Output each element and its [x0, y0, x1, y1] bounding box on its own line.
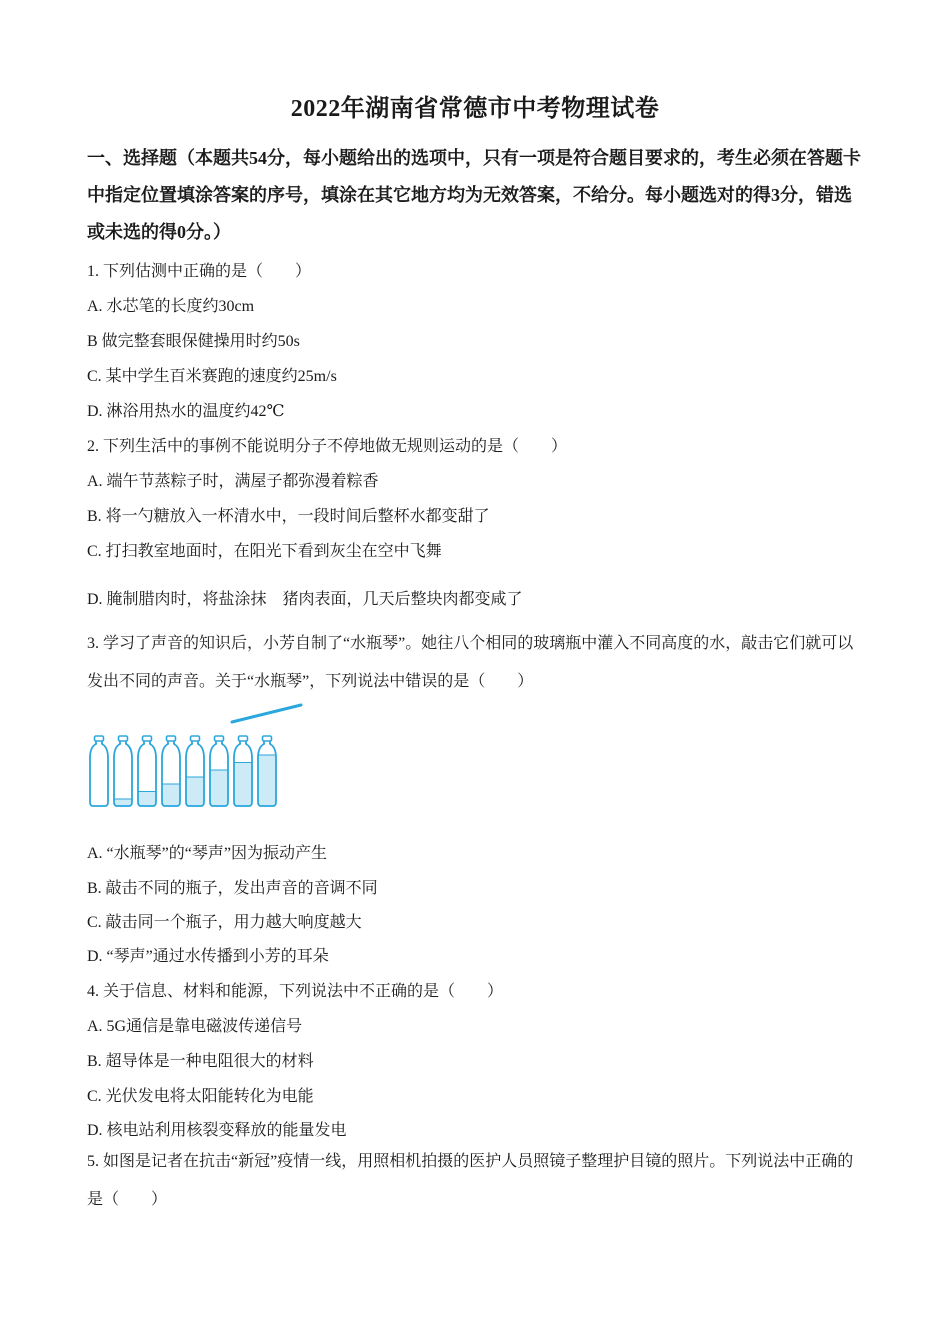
question-2-option-a: A. 端午节蒸粽子时，满屋子都弥漫着粽香	[87, 473, 379, 490]
question-4-option-a: A. 5G通信是靠电磁波传递信号	[87, 1018, 303, 1035]
question-3-option-b: B. 敲击不同的瓶子，发出声音的音调不同	[87, 880, 378, 897]
glass-bottle-2	[114, 740, 132, 806]
bottle-mouth-4	[167, 736, 176, 741]
question-4-option-b: B. 超导体是一种电阻很大的材料	[87, 1053, 314, 1070]
question-4-option-d: D. 核电站利用核裂变释放的能量发电	[87, 1122, 347, 1139]
bottle-water-8	[258, 755, 276, 806]
question-1-stem: 1. 下列估测中正确的是（ ）	[87, 263, 312, 280]
striking-stick	[232, 705, 301, 722]
bottle-water-3	[138, 792, 156, 807]
bottle-mouth-2	[119, 736, 128, 741]
bottle-mouth-3	[143, 736, 152, 741]
section-instructions: 一、选择题（本题共54分，每小题给出的选项中，只有一项是符合题目要求的，考生必须在答题卡中指定位置填涂答案的序号，填涂在其它地方均为无效答案，不给分。每小题选对的得3分，错选或未选的得0分。）	[87, 148, 861, 242]
bottle-water-4	[162, 784, 180, 806]
question-3-option-d: D. “琴声”通过水传播到小芳的耳朵	[87, 948, 329, 965]
question-2-option-c: C. 打扫教室地面时，在阳光下看到灰尘在空中飞舞	[87, 543, 442, 560]
question-2-option-d: D. 腌制腊肉时，将盐涂抹 猪肉表面，几天后整块肉都变咸了	[87, 591, 523, 608]
water-bottle-xylophone-figure	[86, 700, 326, 812]
question-5-stem: 5. 如图是记者在抗击“新冠”疫情一线，用照相机拍摄的医护人员照镜子整理护目镜的照片。下列说法中正确的是（ ）	[87, 1153, 854, 1208]
exam-title: 2022年湖南省常德市中考物理试卷	[290, 96, 660, 122]
question-1-option-a: A. 水芯笔的长度约30cm	[87, 298, 255, 315]
question-1-option-c: C. 某中学生百米赛跑的速度约25m/s	[87, 368, 337, 385]
question-1-option-b: B 做完整套眼保健操用时约50s	[87, 333, 300, 350]
question-2-stem: 2. 下列生活中的事例不能说明分子不停地做无规则运动的是（ ）	[87, 438, 568, 455]
bottle-water-6	[210, 770, 228, 806]
question-3-option-a: A. “水瓶琴”的“琴声”因为振动产生	[87, 845, 327, 862]
question-3-option-c: C. 敲击同一个瓶子，用力越大响度越大	[87, 914, 362, 931]
bottle-water-7	[234, 763, 252, 807]
bottle-mouth-1	[95, 736, 104, 741]
bottle-water-5	[186, 777, 204, 806]
glass-bottle-1	[90, 740, 108, 806]
question-4-option-c: C. 光伏发电将太阳能转化为电能	[87, 1088, 314, 1105]
bottle-mouth-6	[215, 736, 224, 741]
question-2-option-b: B. 将一勺糖放入一杯清水中，一段时间后整杯水都变甜了	[87, 508, 490, 525]
question-1-option-d: D. 淋浴用热水的温度约42℃	[87, 403, 285, 420]
question-4-stem: 4. 关于信息、材料和能源，下列说法中不正确的是（ ）	[87, 983, 504, 1000]
bottle-mouth-8	[263, 736, 272, 741]
bottle-mouth-5	[191, 736, 200, 741]
question-3-stem: 3. 学习了声音的知识后，小芳自制了“水瓶琴”。她往八个相同的玻璃瓶中灌入不同高度的水，敲击它们就可以发出不同的声音。关于“水瓶琴”，下列说法中错误的是（ ）	[87, 635, 854, 690]
bottle-mouth-7	[239, 736, 248, 741]
bottle-water-2	[114, 799, 132, 806]
